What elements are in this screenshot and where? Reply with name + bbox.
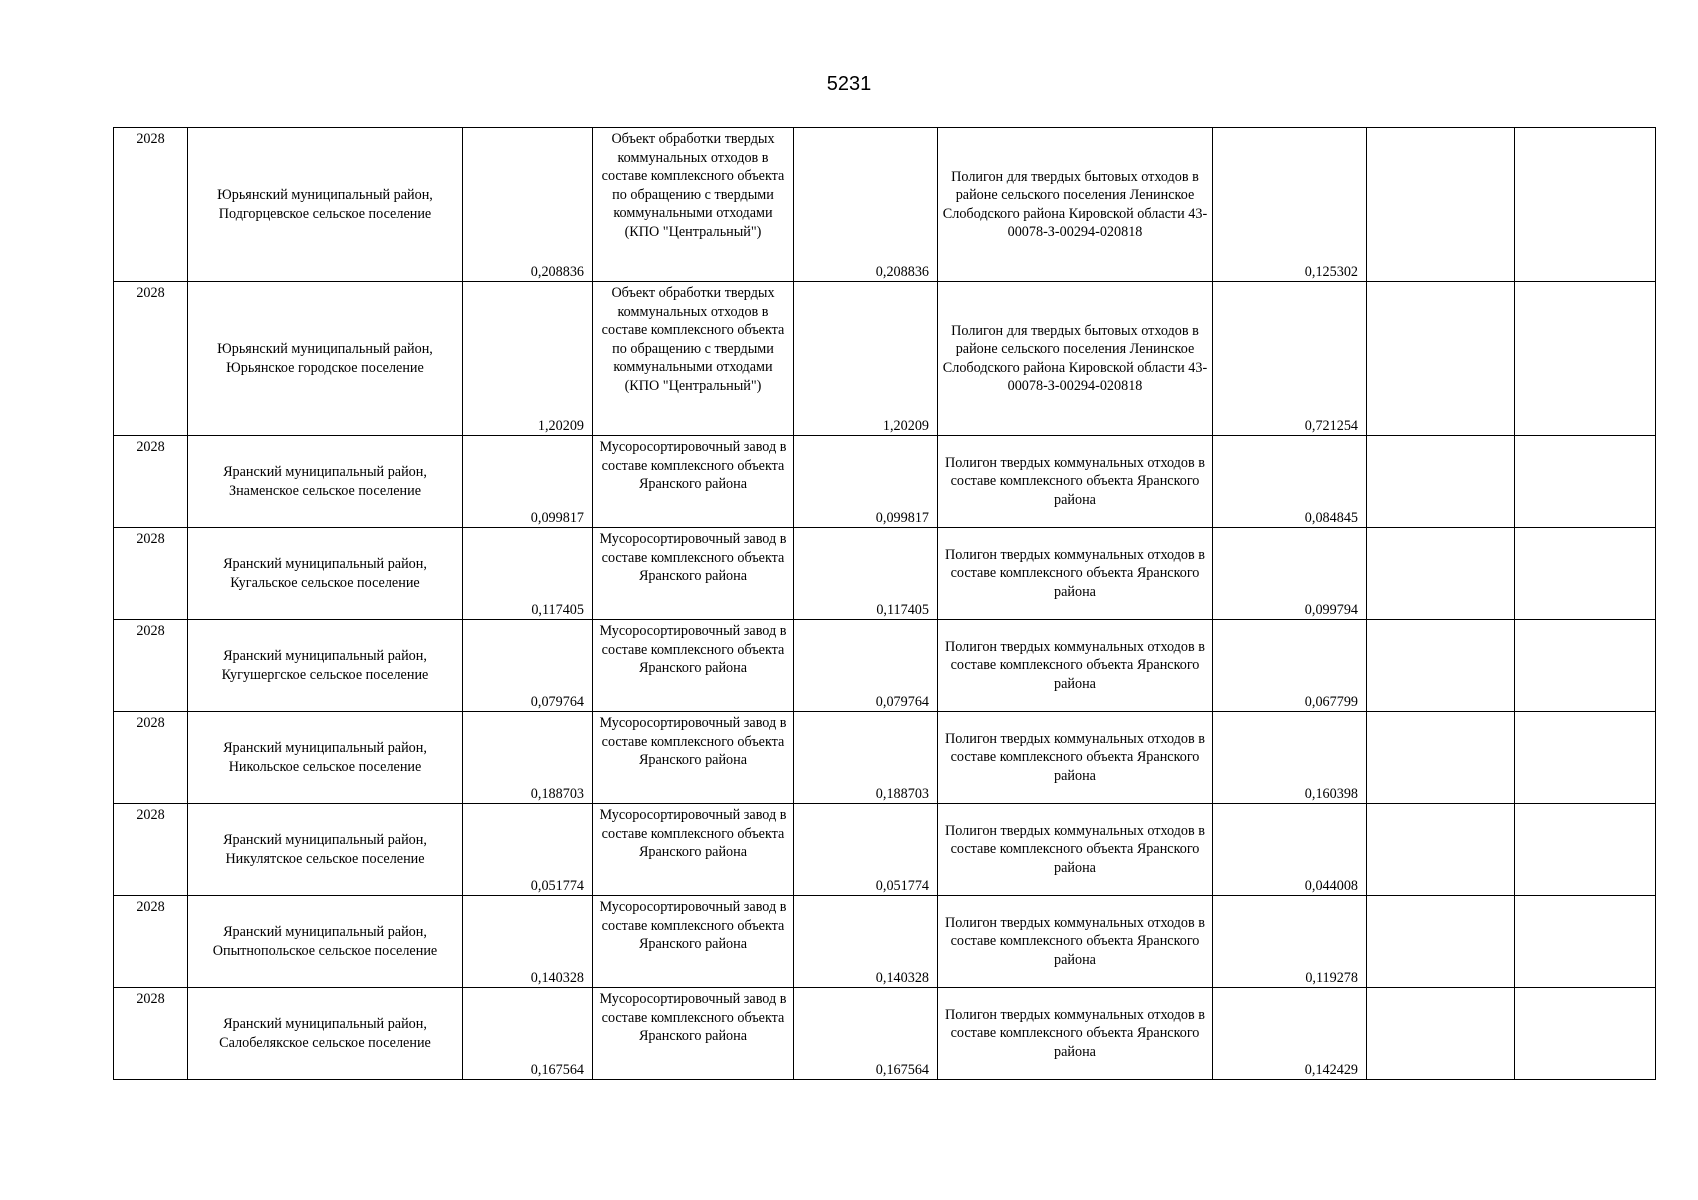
year-cell: 2028 [114,436,188,528]
empty-cell [1515,988,1656,1080]
page-number: 5231 [826,73,872,95]
volume-cell: 0,117405 [463,528,593,620]
volume-cell: 0,119278 [1213,896,1367,988]
processing-object-cell: Мусоросортировочный завод в составе комплексного объекта Яранского района [593,436,794,528]
table-row [114,128,1656,282]
table-row [114,282,1656,436]
table-row [114,988,1656,1080]
volume-cell: 0,188703 [463,712,593,804]
volume-cell: 0,125302 [1213,128,1367,282]
empty-cell [1367,128,1515,282]
empty-cell [1367,620,1515,712]
processing-object-cell: Мусоросортировочный завод в составе комплексного объекта Яранского района [593,804,794,896]
processing-object-cell: Объект обработки твердых коммунальных отходов в составе комплексного объекта по обращению с твердыми коммунальными отходами (КПО "Центральный") [593,128,794,282]
volume-cell: 0,160398 [1213,712,1367,804]
volume-cell: 0,208836 [463,128,593,282]
table-row [114,436,1656,528]
processing-object-cell: Мусоросортировочный завод в составе комплексного объекта Яранского района [593,896,794,988]
empty-cell [1367,896,1515,988]
volume-cell: 0,167564 [463,988,593,1080]
volume-cell: 0,084845 [1213,436,1367,528]
empty-cell [1515,896,1656,988]
landfill-cell: Полигон для твердых бытовых отходов в районе сельского поселения Ленинское Слободского района Кировской области 43-00078-З-00294-020818 [938,128,1213,282]
landfill-cell: Полигон твердых коммунальных отходов в составе комплексного объекта Яранского района [938,712,1213,804]
processing-object-cell: Мусоросортировочный завод в составе комплексного объекта Яранского района [593,528,794,620]
municipality-cell: Яранский муниципальный район, Кугушергское сельское поселение [188,620,463,712]
volume-cell: 0,099817 [794,436,938,528]
landfill-cell: Полигон твердых коммунальных отходов в составе комплексного объекта Яранского района [938,436,1213,528]
municipality-cell: Юрьянский муниципальный район, Подгорцевское сельское поселение [188,128,463,282]
volume-cell: 0,142429 [1213,988,1367,1080]
processing-object-cell: Мусоросортировочный завод в составе комплексного объекта Яранского района [593,712,794,804]
municipality-cell: Яранский муниципальный район, Никольское сельское поселение [188,712,463,804]
year-cell: 2028 [114,712,188,804]
municipality-cell: Яранский муниципальный район, Опытнопольское сельское поселение [188,896,463,988]
empty-cell [1515,804,1656,896]
year-cell: 2028 [114,988,188,1080]
empty-cell [1515,436,1656,528]
municipality-cell: Яранский муниципальный район, Знаменское сельское поселение [188,436,463,528]
volume-cell: 0,208836 [794,128,938,282]
empty-cell [1367,712,1515,804]
empty-cell [1515,528,1656,620]
processing-object-cell: Объект обработки твердых коммунальных отходов в составе комплексного объекта по обращению с твердыми коммунальными отходами (КПО "Центральный") [593,282,794,436]
municipality-cell: Юрьянский муниципальный район, Юрьянское городское поселение [188,282,463,436]
landfill-cell: Полигон твердых коммунальных отходов в составе комплексного объекта Яранского района [938,988,1213,1080]
volume-cell: 1,20209 [463,282,593,436]
empty-cell [1367,528,1515,620]
landfill-cell: Полигон для твердых бытовых отходов в районе сельского поселения Ленинское Слободского района Кировской области 43-00078-З-00294-020818 [938,282,1213,436]
volume-cell: 0,167564 [794,988,938,1080]
year-cell: 2028 [114,282,188,436]
year-cell: 2028 [114,528,188,620]
volume-cell: 0,188703 [794,712,938,804]
processing-object-cell: Мусоросортировочный завод в составе комплексного объекта Яранского района [593,620,794,712]
empty-cell [1515,620,1656,712]
year-cell: 2028 [114,896,188,988]
landfill-cell: Полигон твердых коммунальных отходов в составе комплексного объекта Яранского района [938,804,1213,896]
volume-cell: 0,117405 [794,528,938,620]
municipality-cell: Яранский муниципальный район, Никулятское сельское поселение [188,804,463,896]
landfill-cell: Полигон твердых коммунальных отходов в составе комплексного объекта Яранского района [938,620,1213,712]
volume-cell: 0,044008 [1213,804,1367,896]
empty-cell [1515,282,1656,436]
volume-cell: 0,099794 [1213,528,1367,620]
empty-cell [1515,712,1656,804]
volume-cell: 0,721254 [1213,282,1367,436]
volume-cell: 0,140328 [463,896,593,988]
empty-cell [1515,128,1656,282]
volume-cell: 0,051774 [794,804,938,896]
table-row [114,896,1656,988]
volume-cell: 0,140328 [794,896,938,988]
volume-cell: 0,051774 [463,804,593,896]
municipality-cell: Яранский муниципальный район, Кугальское сельское поселение [188,528,463,620]
processing-object-cell: Мусоросортировочный завод в составе комплексного объекта Яранского района [593,988,794,1080]
waste-flow-table [113,127,1656,1080]
volume-cell: 0,099817 [463,436,593,528]
volume-cell: 0,079764 [463,620,593,712]
table-row [114,712,1656,804]
empty-cell [1367,804,1515,896]
empty-cell [1367,988,1515,1080]
year-cell: 2028 [114,804,188,896]
year-cell: 2028 [114,128,188,282]
table-row [114,528,1656,620]
volume-cell: 0,079764 [794,620,938,712]
table-row [114,804,1656,896]
volume-cell: 0,067799 [1213,620,1367,712]
table-row [114,620,1656,712]
municipality-cell: Яранский муниципальный район, Салобелякское сельское поселение [188,988,463,1080]
landfill-cell: Полигон твердых коммунальных отходов в составе комплексного объекта Яранского района [938,896,1213,988]
empty-cell [1367,282,1515,436]
landfill-cell: Полигон твердых коммунальных отходов в составе комплексного объекта Яранского района [938,528,1213,620]
year-cell: 2028 [114,620,188,712]
volume-cell: 1,20209 [794,282,938,436]
empty-cell [1367,436,1515,528]
